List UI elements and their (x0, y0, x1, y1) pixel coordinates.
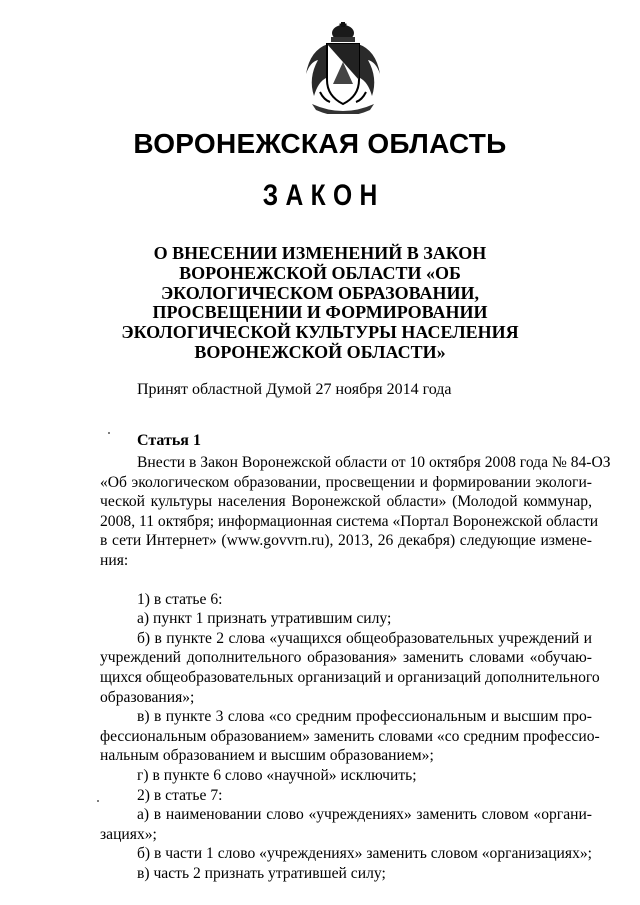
body-line: а) пункт 1 признать утратившим силу; (137, 610, 392, 628)
law-title-line: О ВНЕСЕНИИ ИЗМЕНЕНИЙ В ЗАКОН (153, 243, 487, 263)
body-line: зациях»; (100, 825, 157, 843)
law-title-line: ВОРОНЕЖСКОЙ ОБЛАСТИ» (194, 341, 446, 362)
shield-icon (327, 44, 359, 104)
body-line: б) в части 1 слово «учреждениях» заменить словом «организациях»; (137, 845, 592, 863)
body-line: 1) в статье 6: (137, 590, 223, 608)
body-line: ческой культуры населения Воронежской области» (Молодой коммунар, (100, 493, 592, 511)
article-body (100, 453, 611, 883)
law-title-line: ПРОСВЕЩЕНИИ И ФОРМИРОВАНИИ (152, 302, 488, 323)
body-line: в сети Интернет» (www.govvrn.ru), 2013, 26 декабря) следующие измене- (100, 532, 592, 550)
document-type-heading: ЗАКОН (262, 179, 385, 212)
crown-icon (331, 22, 355, 42)
body-line: 2008, 11 октября; информационная система «Портал Воронежской области (100, 512, 599, 530)
body-line: г) в пункте 6 слово «научной» исключить; (137, 766, 417, 784)
law-title-line: ЭКОЛОГИЧЕСКОЙ КУЛЬТУРЫ НАСЕЛЕНИЯ (121, 322, 519, 343)
body-line: б) в пункте 2 слова «учащихся общеобразовательных учреждений и (137, 629, 592, 647)
body-line: учреждений дополнительного образования» заменить словами «обучаю- (100, 649, 592, 667)
body-line: а) в наименовании слово «учреждениях» заменить словом «органи- (137, 806, 592, 824)
body-line: нальным образованием и высшим образованием»; (100, 747, 434, 765)
article-heading: Статья 1 (137, 432, 201, 449)
law-title-line: ЭКОЛОГИЧЕСКОМ ОБРАЗОВАНИИ, (160, 282, 480, 303)
body-line: «Об экологическом образовании, просвещении и формировании экологи- (100, 473, 592, 491)
body-line: щихся общеобразовательных организаций и организаций дополнительного (100, 668, 600, 686)
scan-speck (108, 432, 110, 434)
adoption-statement: Принят областной Думой 27 ноября 2014 года (137, 381, 452, 398)
body-line: 2) в статье 7: (137, 786, 223, 804)
coat-of-arms-emblem (300, 22, 386, 114)
scan-speck (97, 800, 99, 802)
body-line: в) часть 2 признать утратившей силу; (137, 864, 386, 882)
body-line: Внести в Закон Воронежской области от 10 октября 2008 года № 84-ОЗ (137, 454, 611, 471)
body-line: фессиональным образованием» заменить словами «со средним профессио- (100, 727, 600, 745)
body-line: образования»; (100, 688, 195, 706)
paragraph-gap (100, 571, 592, 590)
body-line: в) в пункте 3 слова «со средним профессиональным и высшим про- (137, 708, 592, 726)
body-line: ния: (100, 551, 129, 569)
law-title (0, 244, 640, 363)
region-title: ВОРОНЕЖСКАЯ ОБЛАСТЬ (133, 128, 507, 159)
law-title-line: ВОРОНЕЖСКОЙ ОБЛАСТИ «ОБ (179, 262, 461, 283)
